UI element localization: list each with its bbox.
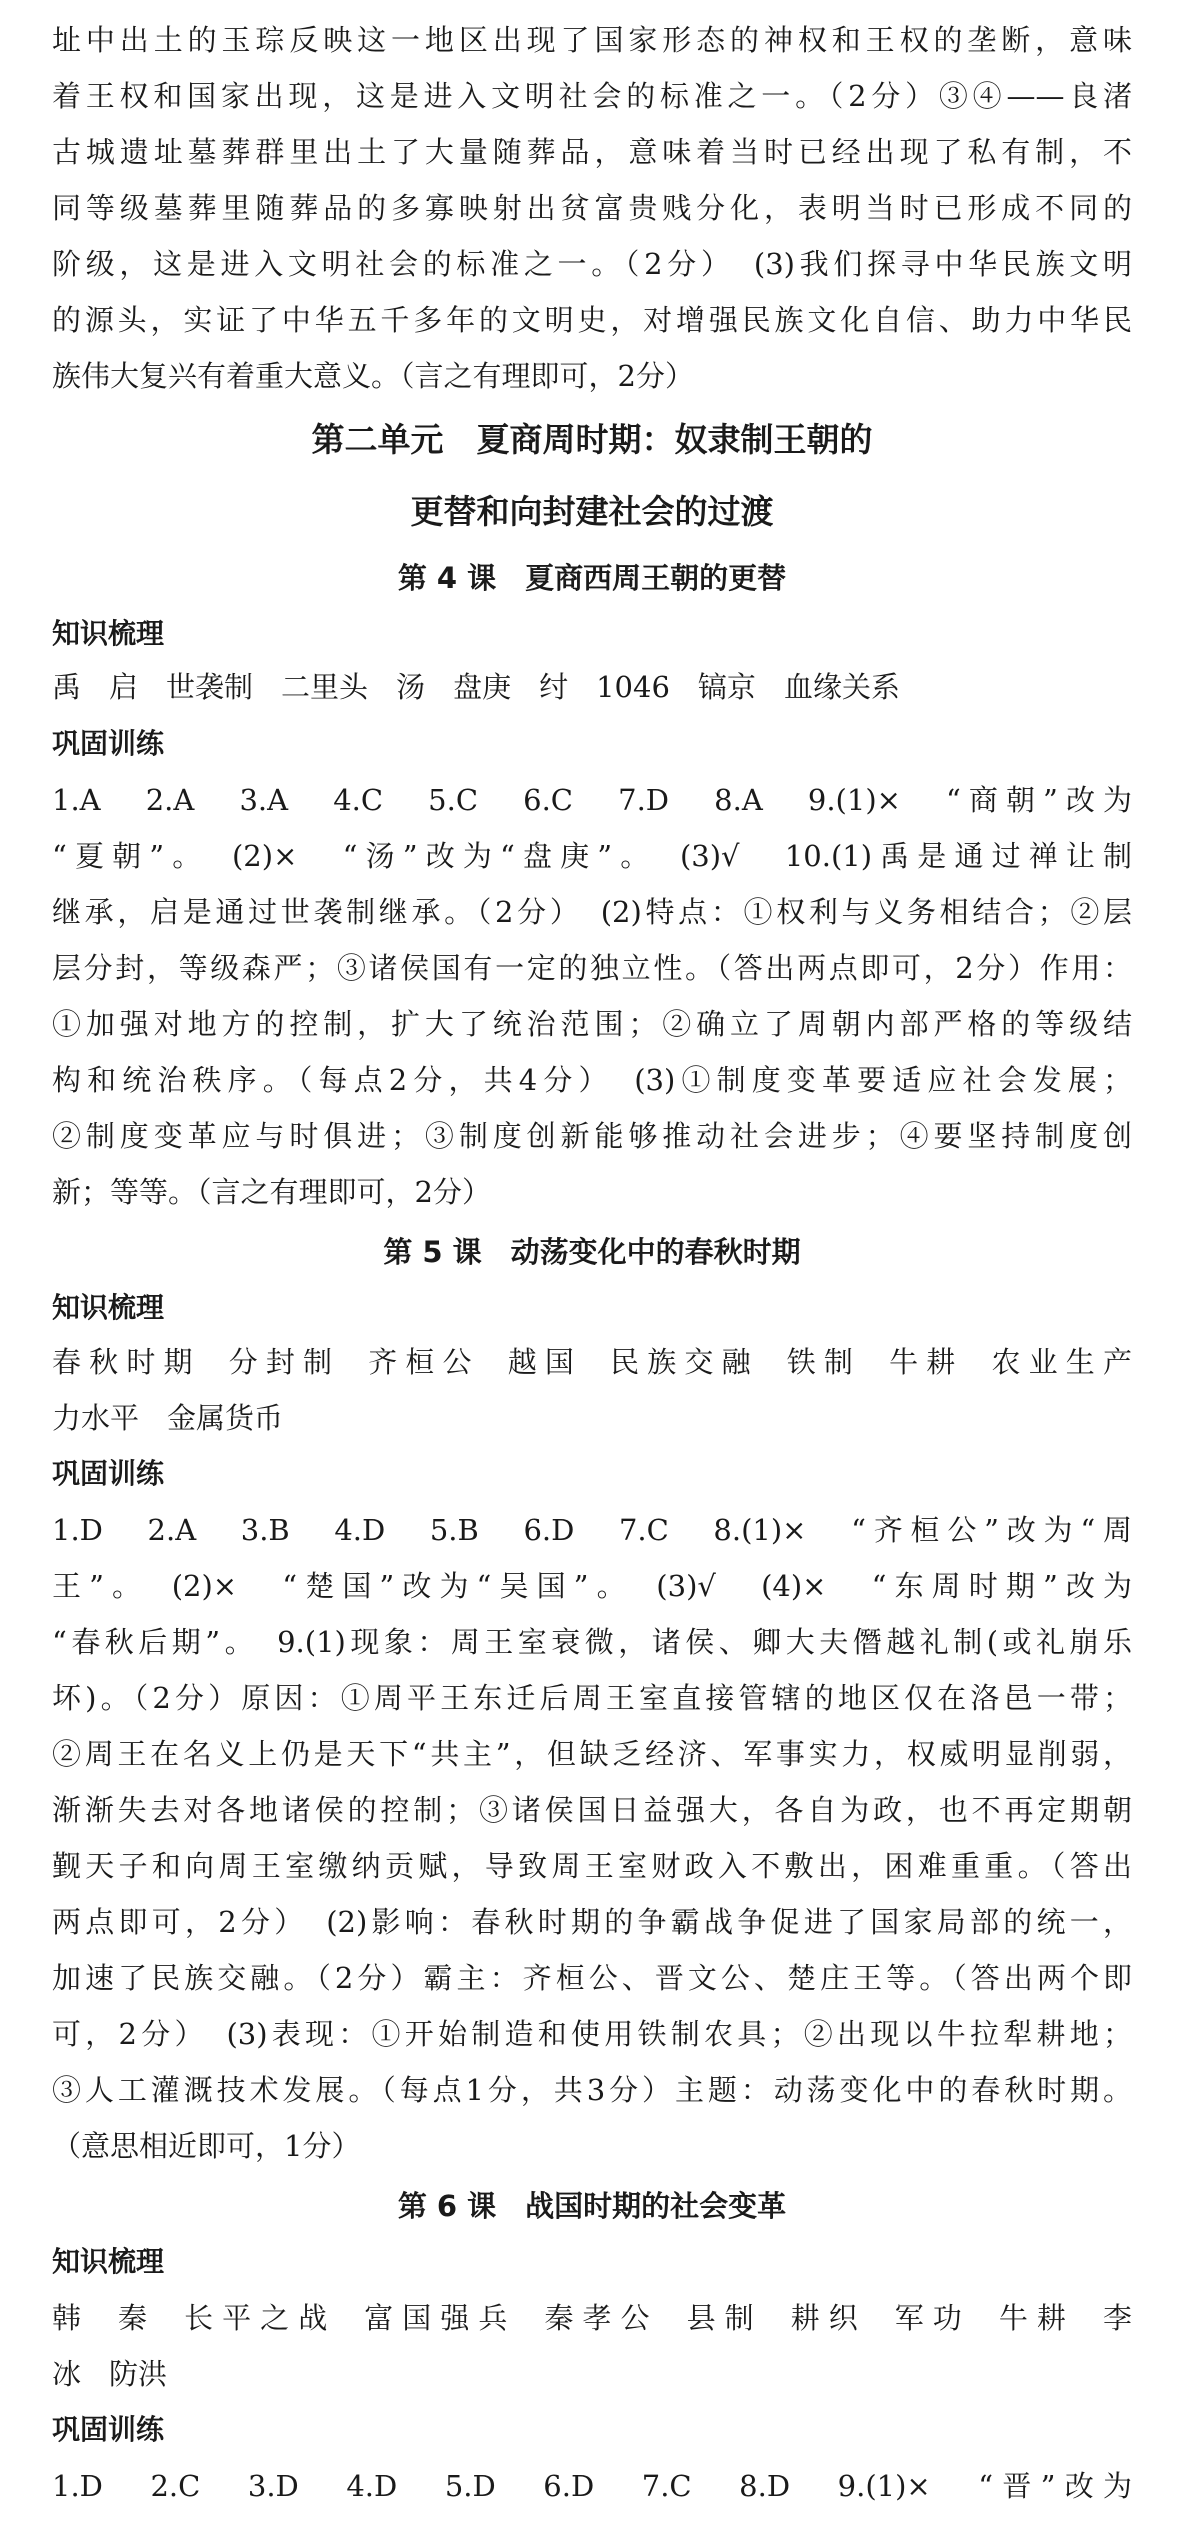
- lesson5-knowledge-label: 知识梳理: [52, 1291, 165, 1324]
- answer-line: 渐渐失去对各地诸侯的控制；③诸侯国日益强大，各自为政，也不再定期朝: [52, 1793, 1132, 1827]
- term: 县制: [686, 2301, 763, 2335]
- answer-line: “夏朝”。 (2)× “汤”改为“盘庚”。 (3)√ 10.(1)禹是通过禅让制: [52, 839, 1132, 873]
- term: 春秋时期: [52, 1345, 201, 1379]
- lesson6-terms-line1: [52, 2296, 1132, 2340]
- term: 二里头: [281, 670, 369, 704]
- lesson5-practice-label: 巩固训练: [52, 1457, 165, 1490]
- term: 血缘关系: [783, 670, 900, 704]
- unit-title-line1: 第二单元 夏商周时期：奴隶制王朝的: [311, 420, 873, 459]
- term: 秦: [118, 2301, 157, 2335]
- answer-line: 坏)。（2分）原因：①周平王东迁后周王室直接管辖的地区仅在洛邑一带；: [52, 1681, 1132, 1715]
- answer-line: （意思相近即可，1分）: [52, 2129, 361, 2163]
- text-line: 阶级，这是进入文明社会的标准之一。（2分） (3)我们探寻中华民族文明: [52, 247, 1132, 281]
- lesson4-terms: [52, 665, 1132, 709]
- term: 秦孝公: [544, 2301, 659, 2335]
- term: 韩: [52, 2301, 91, 2335]
- lesson6-terms-line2: [52, 2352, 1132, 2396]
- term: 启: [109, 670, 139, 704]
- term: 禹: [52, 670, 82, 704]
- term: 金属货币: [167, 1401, 284, 1435]
- answer-line: “春秋后期”。 9.(1)现象：周王室衰微，诸侯、卿大夫僭越礼制(或礼崩乐: [52, 1625, 1132, 1659]
- text-line: 古城遗址墓葬群里出土了大量随葬品，意味着当时已经出现了私有制，不: [52, 135, 1132, 169]
- unit-title-line2: 更替和向封建社会的过渡: [410, 492, 774, 531]
- term: 冰: [52, 2357, 82, 2391]
- term: 牛耕: [998, 2301, 1075, 2335]
- answer-line: ②制度变革应与时俱进；③制度创新能够推动社会进步；④要坚持制度创: [52, 1119, 1132, 1153]
- term: 镐京: [697, 670, 756, 704]
- lesson5-terms-line2: [52, 1396, 1132, 1440]
- answer-line: 两点即可，2分） (2)影响：春秋时期的争霸战争促进了国家局部的统一，: [52, 1905, 1132, 1939]
- answer-line: 1.D 2.A 3.B 4.D 5.B 6.D 7.C 8.(1)× “齐桓公”改为“周: [52, 1513, 1132, 1547]
- answer-line: 构和统治秩序。（每点2分，共4分） (3)①制度变革要适应社会发展；: [52, 1063, 1132, 1097]
- text-line: 着王权和国家出现，这是进入文明社会的标准之一。（2分）③④——良渚: [52, 79, 1132, 113]
- term: 防洪: [109, 2357, 168, 2391]
- term: 民族交融: [610, 1345, 759, 1379]
- text-line: 族伟大复兴有着重大意义。（言之有理即可，2分）: [52, 359, 694, 393]
- term: 军功: [894, 2301, 971, 2335]
- lesson5-terms-line1: [52, 1340, 1132, 1384]
- text-line: 址中出土的玉琮反映这一地区出现了国家形态的神权和王权的垄断，意味: [52, 23, 1132, 57]
- lesson6-knowledge-label: 知识梳理: [52, 2245, 165, 2278]
- answer-line: 可，2分） (3)表现：①开始制造和使用铁制农具；②出现以牛拉犁耕地；: [52, 2017, 1132, 2051]
- term: 铁制: [786, 1345, 862, 1379]
- lesson6-title: 第 6 课 战国时期的社会变革: [397, 2189, 787, 2223]
- term: 力水平: [52, 1401, 140, 1435]
- answer-line: ②周王在名义上仍是天下“共主”，但缺乏经济、军事实力，权威明显削弱，: [52, 1737, 1132, 1771]
- text-line: 的源头，实证了中华五千多年的文明史，对增强民族文化自信、助力中华民: [52, 303, 1132, 337]
- lesson4-practice-label: 巩固训练: [52, 727, 165, 760]
- answer-line: ③人工灌溉技术发展。（每点1分，共3分）主题：动荡变化中的春秋时期。: [52, 2073, 1132, 2107]
- term: 分封制: [228, 1345, 341, 1379]
- term: 耕织: [790, 2301, 867, 2335]
- answer-line: 新；等等。（言之有理即可，2分）: [52, 1175, 491, 1209]
- answer-line: 继承，启是通过世袭制继承。（2分） (2)特点：①权利与义务相结合；②层: [52, 895, 1132, 929]
- text-line: 同等级墓葬里随葬品的多寡映射出贫富贵贱分化，表明当时已形成不同的: [52, 191, 1132, 225]
- term: 富国强兵: [364, 2301, 517, 2335]
- lesson5-title: 第 5 课 动荡变化中的春秋时期: [383, 1235, 801, 1269]
- lesson4-knowledge-label: 知识梳理: [52, 617, 165, 650]
- answer-line: ①加强对地方的控制，扩大了统治范围；②确立了周朝内部严格的等级结: [52, 1007, 1132, 1041]
- answer-line: 王”。 (2)× “楚国”改为“吴国”。 (3)√ (4)× “东周时期”改为: [52, 1569, 1132, 1603]
- term: 越国: [507, 1345, 583, 1379]
- answer-line: 1.A 2.A 3.A 4.C 5.C 6.C 7.D 8.A 9.(1)× “商朝”改为: [52, 783, 1132, 817]
- answer-line: 1.D 2.C 3.D 4.D 5.D 6.D 7.C 8.D 9.(1)× “晋”改为: [52, 2469, 1132, 2503]
- term: 汤: [396, 670, 426, 704]
- term: 农业生产: [991, 1345, 1132, 1379]
- answer-line: 加速了民族交融。（2分）霸主：齐桓公、晋文公、楚庄王等。（答出两个即: [52, 1961, 1132, 1995]
- term: 齐桓公: [368, 1345, 480, 1379]
- answer-line: 层分封，等级森严；③诸侯国有一定的独立性。（答出两点即可，2分）作用：: [52, 951, 1132, 985]
- term: 盘庚: [453, 670, 512, 704]
- term: 1046: [596, 670, 670, 704]
- term: 纣: [539, 670, 569, 704]
- term: 世袭制: [166, 670, 254, 704]
- term: 李: [1102, 2301, 1132, 2335]
- lesson6-practice-label: 巩固训练: [52, 2413, 165, 2446]
- term: 牛耕: [889, 1345, 964, 1379]
- term: 长平之战: [184, 2301, 337, 2335]
- answer-line: 觐天子和向周王室缴纳贡赋，导致周王室财政入不敷出，困难重重。（答出: [52, 1849, 1132, 1883]
- lesson4-title: 第 4 课 夏商西周王朝的更替: [397, 561, 787, 595]
